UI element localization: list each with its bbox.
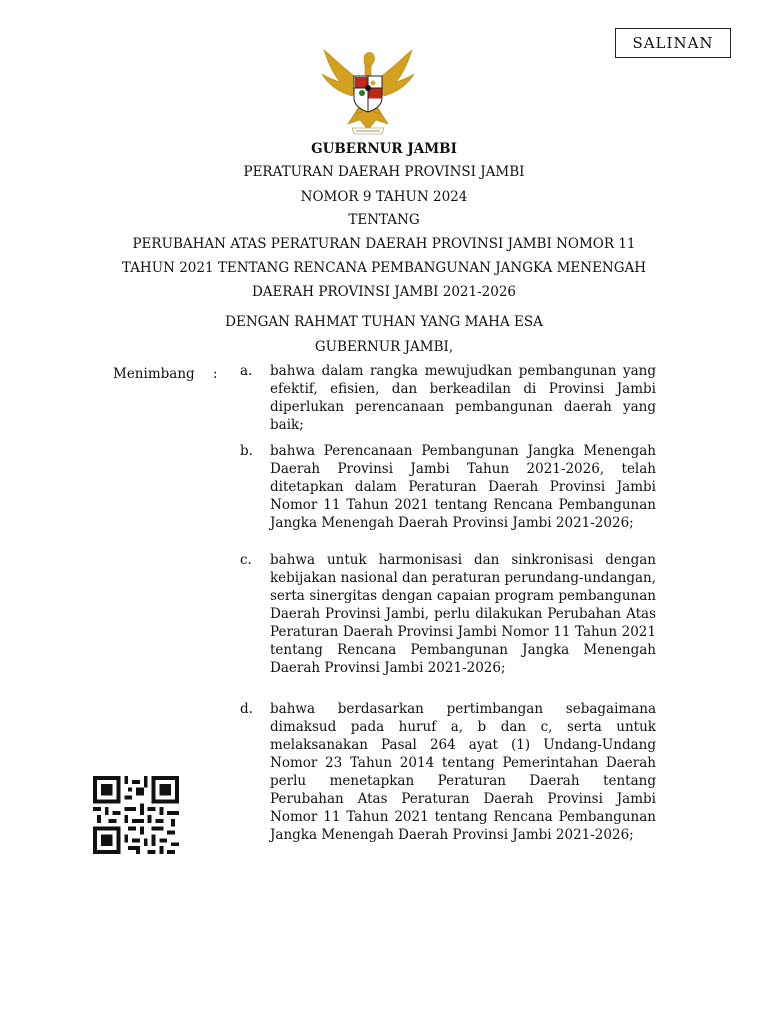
title-line-1: PERUBAHAN ATAS PERATURAN DAERAH PROVINSI JAMBI NOMOR 11 — [132, 236, 636, 252]
consideration-item-c — [240, 551, 656, 677]
item-text: bahwa Perencanaan Pembangunan Jangka Menengah Daerah Provinsi Jambi Tahun 2021-2026, telah ditetapkan dalam Peraturan Daerah Provinsi Jambi Nomor 11 Tahun 2021 tentang Rencana Pembangunan Jangka Menengah Daerah Provinsi Jambi 2021-2026; — [270, 443, 656, 531]
item-marker: d. — [240, 701, 253, 717]
menimbang-colon: : — [213, 366, 218, 382]
regulation-type: PERATURAN DAERAH PROVINSI JAMBI — [243, 164, 525, 180]
title-line-2: TAHUN 2021 TENTANG RENCANA PEMBANGUNAN JANGKA MENENGAH — [121, 260, 647, 276]
consideration-item-b — [240, 442, 656, 532]
title-line-3: DAERAH PROVINSI JAMBI 2021-2026 — [251, 284, 517, 300]
regulation-number: NOMOR 9 TAHUN 2024 — [300, 189, 468, 205]
preamble-line: DENGAN RAHMAT TUHAN YANG MAHA ESA — [225, 314, 543, 330]
issuer-title: GUBERNUR JAMBI — [311, 141, 457, 157]
qr-code-icon — [92, 776, 180, 854]
item-text: bahwa berdasarkan pertimbangan sebagaimana dimaksud pada huruf a, b dan c, serta untuk melaksanakan Pasal 264 ayat (1) Undang-Undang Nomor 23 Tahun 2014 tentang Pemerintahan Daerah perlu menetapkan Peraturan Daerah tentang Perubahan Atas Peraturan Daerah Provinsi Jambi Nomor 11 Tahun 2021 tentang Rencana Pembangunan Jangka Menengah Daerah Provinsi Jambi 2021-2026; — [270, 701, 656, 843]
item-marker: c. — [240, 552, 252, 568]
menimbang-label: Menimbang — [113, 366, 195, 382]
consideration-item-d — [240, 700, 656, 844]
item-marker: b. — [240, 443, 253, 459]
consideration-item-a — [240, 362, 656, 434]
salinan-stamp — [615, 28, 731, 58]
item-text: bahwa untuk harmonisasi dan sinkronisasi dengan kebijakan nasional dan peraturan perundang-undangan, serta sinergitas dengan capaian program pembangunan Daerah Provinsi Jambi, perlu dilakukan Perubahan Atas Peraturan Daerah Provinsi Jambi Nomor 11 Tahun 2021 tentang Rencana Pembangunan Jangka Menengah Daerah Provinsi Jambi 2021-2026; — [270, 552, 656, 676]
about-label: TENTANG — [348, 212, 420, 228]
salinan-label: SALINAN — [632, 34, 714, 52]
item-marker: a. — [240, 363, 253, 379]
garuda-emblem-icon — [318, 42, 418, 138]
item-text: bahwa dalam rangka mewujudkan pembangunan yang efektif, efisien, dan berkeadilan di Provinsi Jambi diperlukan perencanaan pembangunan daerah yang baik; — [270, 363, 656, 433]
authority-line: GUBERNUR JAMBI, — [314, 339, 454, 355]
